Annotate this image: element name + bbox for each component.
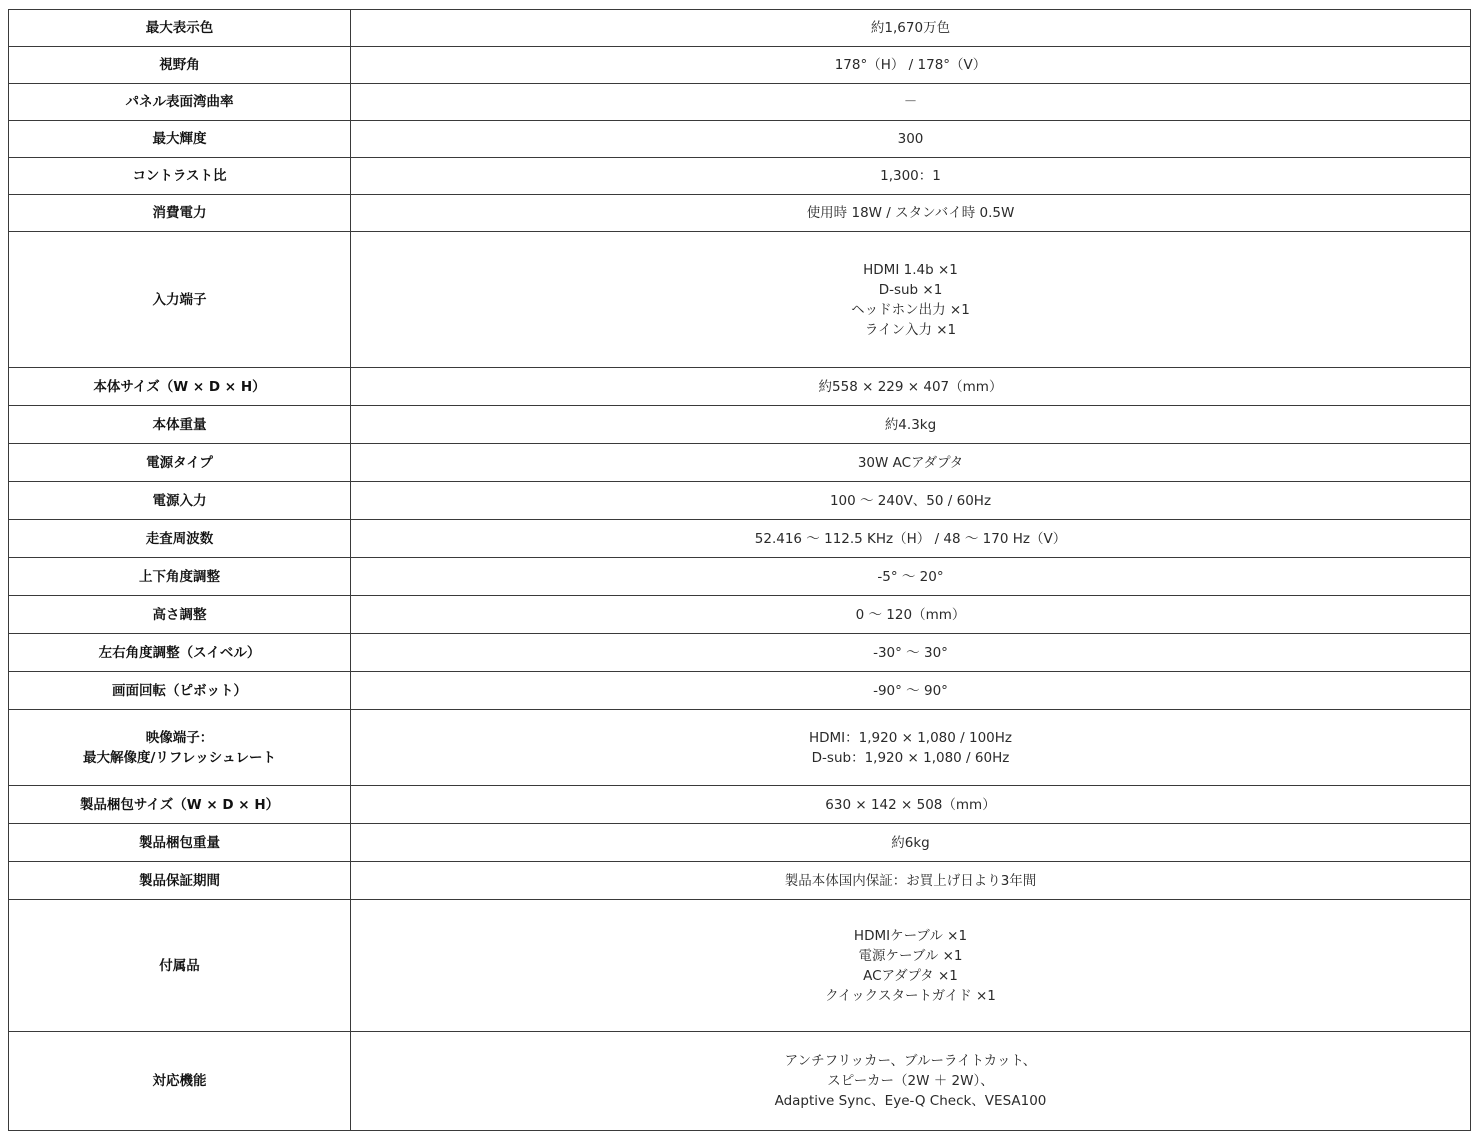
spec-label [9,520,351,558]
spec-label [9,121,351,158]
spec-table [8,9,1471,1131]
spec-value [351,121,1471,158]
spec-value-line: ヘッドホン出力 ×1 [851,301,970,318]
spec-value-line: － [903,94,918,110]
spec-label-line: 高さ調整 [152,606,207,623]
spec-value-line: 52.416 ～ 112.5 KHz（H） / 48 ～ 170 Hz（V） [754,530,1067,547]
spec-label [9,232,351,368]
spec-row [9,596,1471,634]
spec-value-line: -30° ～ 30° [873,644,948,661]
spec-label [9,634,351,672]
spec-row [9,786,1471,824]
spec-row [9,520,1471,558]
spec-value-line: 100 ～ 240V、50 / 60Hz [829,492,992,509]
spec-row [9,158,1471,195]
spec-value [351,824,1471,862]
spec-label-line: 製品梱包サイズ（W × D × H） [79,796,280,813]
spec-value [351,232,1471,368]
spec-value [351,406,1471,444]
spec-label-line: 電源タイプ [146,454,213,471]
spec-value-line: 約1,670万色 [870,20,951,36]
spec-label-line: 製品梱包重量 [139,834,220,851]
spec-label-line: 最大輝度 [152,131,207,147]
spec-label [9,84,351,121]
spec-row [9,47,1471,84]
spec-row [9,121,1471,158]
spec-value-line: 178°（H） / 178°（V） [834,57,987,73]
spec-value [351,84,1471,121]
spec-label [9,710,351,786]
spec-label-line: パネル表面湾曲率 [125,94,234,110]
spec-value [351,634,1471,672]
spec-row [9,862,1471,900]
spec-label-line: 対応機能 [152,1073,207,1089]
spec-label [9,596,351,634]
spec-value-line: -5° ～ 20° [877,568,944,585]
spec-label [9,444,351,482]
spec-value [351,710,1471,786]
spec-value-line: 使用時 18W / スタンバイ時 0.5W [806,205,1015,221]
spec-row [9,232,1471,368]
spec-row [9,558,1471,596]
spec-row [9,900,1471,1032]
spec-value-line: HDMI：1,920 × 1,080 / 100Hz [808,729,1012,746]
spec-label-line: 本体重量 [152,416,207,433]
spec-value-line: スピーカー（2W ＋ 2W）、 [827,1073,994,1089]
spec-value [351,10,1471,47]
spec-row [9,482,1471,520]
spec-value [351,596,1471,634]
spec-row [9,824,1471,862]
spec-row [9,710,1471,786]
spec-value [351,444,1471,482]
spec-label-line: 付属品 [159,957,200,974]
spec-label [9,482,351,520]
spec-value-line: ACアダプタ ×1 [863,967,958,984]
spec-label-line: 映像端子： [145,729,214,746]
spec-value-line: 1,300：1 [880,168,941,184]
spec-value-line: D-sub：1,920 × 1,080 / 60Hz [811,749,1010,766]
spec-label [9,195,351,232]
spec-value-line: 630 × 142 × 508（mm） [825,796,996,813]
spec-value-line: 300 [897,131,924,147]
spec-row [9,84,1471,121]
spec-label-line: 最大表示色 [145,20,214,36]
spec-value-line: アンチフリッカー、ブルーライトカット、 [784,1053,1037,1069]
spec-value [351,672,1471,710]
spec-value-line: HDMIケーブル ×1 [853,927,968,944]
spec-row [9,634,1471,672]
spec-value [351,558,1471,596]
spec-value-line: 約6kg [891,834,930,851]
spec-row [9,444,1471,482]
spec-label-line: 上下角度調整 [139,568,220,585]
spec-label [9,900,351,1032]
spec-label [9,368,351,406]
spec-label [9,158,351,195]
spec-value-line: 電源ケーブル ×1 [858,947,963,964]
spec-value [351,786,1471,824]
spec-label [9,862,351,900]
spec-row [9,195,1471,232]
spec-label [9,558,351,596]
spec-label-line: 走査周波数 [145,530,214,547]
spec-value [351,482,1471,520]
spec-row [9,368,1471,406]
spec-value [351,368,1471,406]
spec-value-line: ライン入力 ×1 [864,321,957,338]
spec-value [351,1032,1471,1131]
spec-label-line: 入力端子 [152,291,207,308]
spec-row [9,672,1471,710]
spec-value-line: HDMI 1.4b ×1 [863,261,958,278]
spec-value-line: -90° ～ 90° [873,682,948,699]
spec-label-line: 最大解像度/リフレッシュレート [83,749,276,766]
spec-value [351,47,1471,84]
spec-value-line: 0 ～ 120（mm） [855,606,966,623]
spec-value [351,900,1471,1032]
spec-table-body [9,10,1471,1131]
spec-value-line: 30W ACアダプタ [857,454,964,471]
spec-label [9,672,351,710]
spec-row [9,1032,1471,1131]
spec-label-line: コントラスト比 [132,168,227,184]
spec-label-line: 視野角 [159,57,200,73]
spec-label-line: 画面回転（ピボット） [112,682,247,699]
spec-value-line: Adaptive Sync、Eye-Q Check、VESA100 [774,1093,1047,1109]
spec-label-line: 左右角度調整（スイベル） [98,644,261,661]
spec-label-line: 本体サイズ（W × D × H） [93,378,266,395]
spec-value [351,195,1471,232]
spec-label-line: 製品保証期間 [139,872,220,889]
spec-label [9,824,351,862]
spec-label-line: 消費電力 [152,205,207,221]
spec-label [9,786,351,824]
spec-value-line: 製品本体国内保証：お買上げ日より3年間 [784,872,1037,889]
spec-value [351,520,1471,558]
spec-label [9,1032,351,1131]
spec-value [351,862,1471,900]
spec-label [9,10,351,47]
spec-value-line: クイックスタートガイド ×1 [825,987,996,1004]
spec-row [9,10,1471,47]
spec-row [9,406,1471,444]
spec-value-line: 約4.3kg [884,416,937,433]
spec-label [9,47,351,84]
spec-label-line: 電源入力 [152,492,207,509]
spec-label [9,406,351,444]
spec-value-line: D-sub ×1 [878,281,943,298]
spec-value-line: 約558 × 229 × 407（mm） [818,378,1003,395]
spec-value [351,158,1471,195]
